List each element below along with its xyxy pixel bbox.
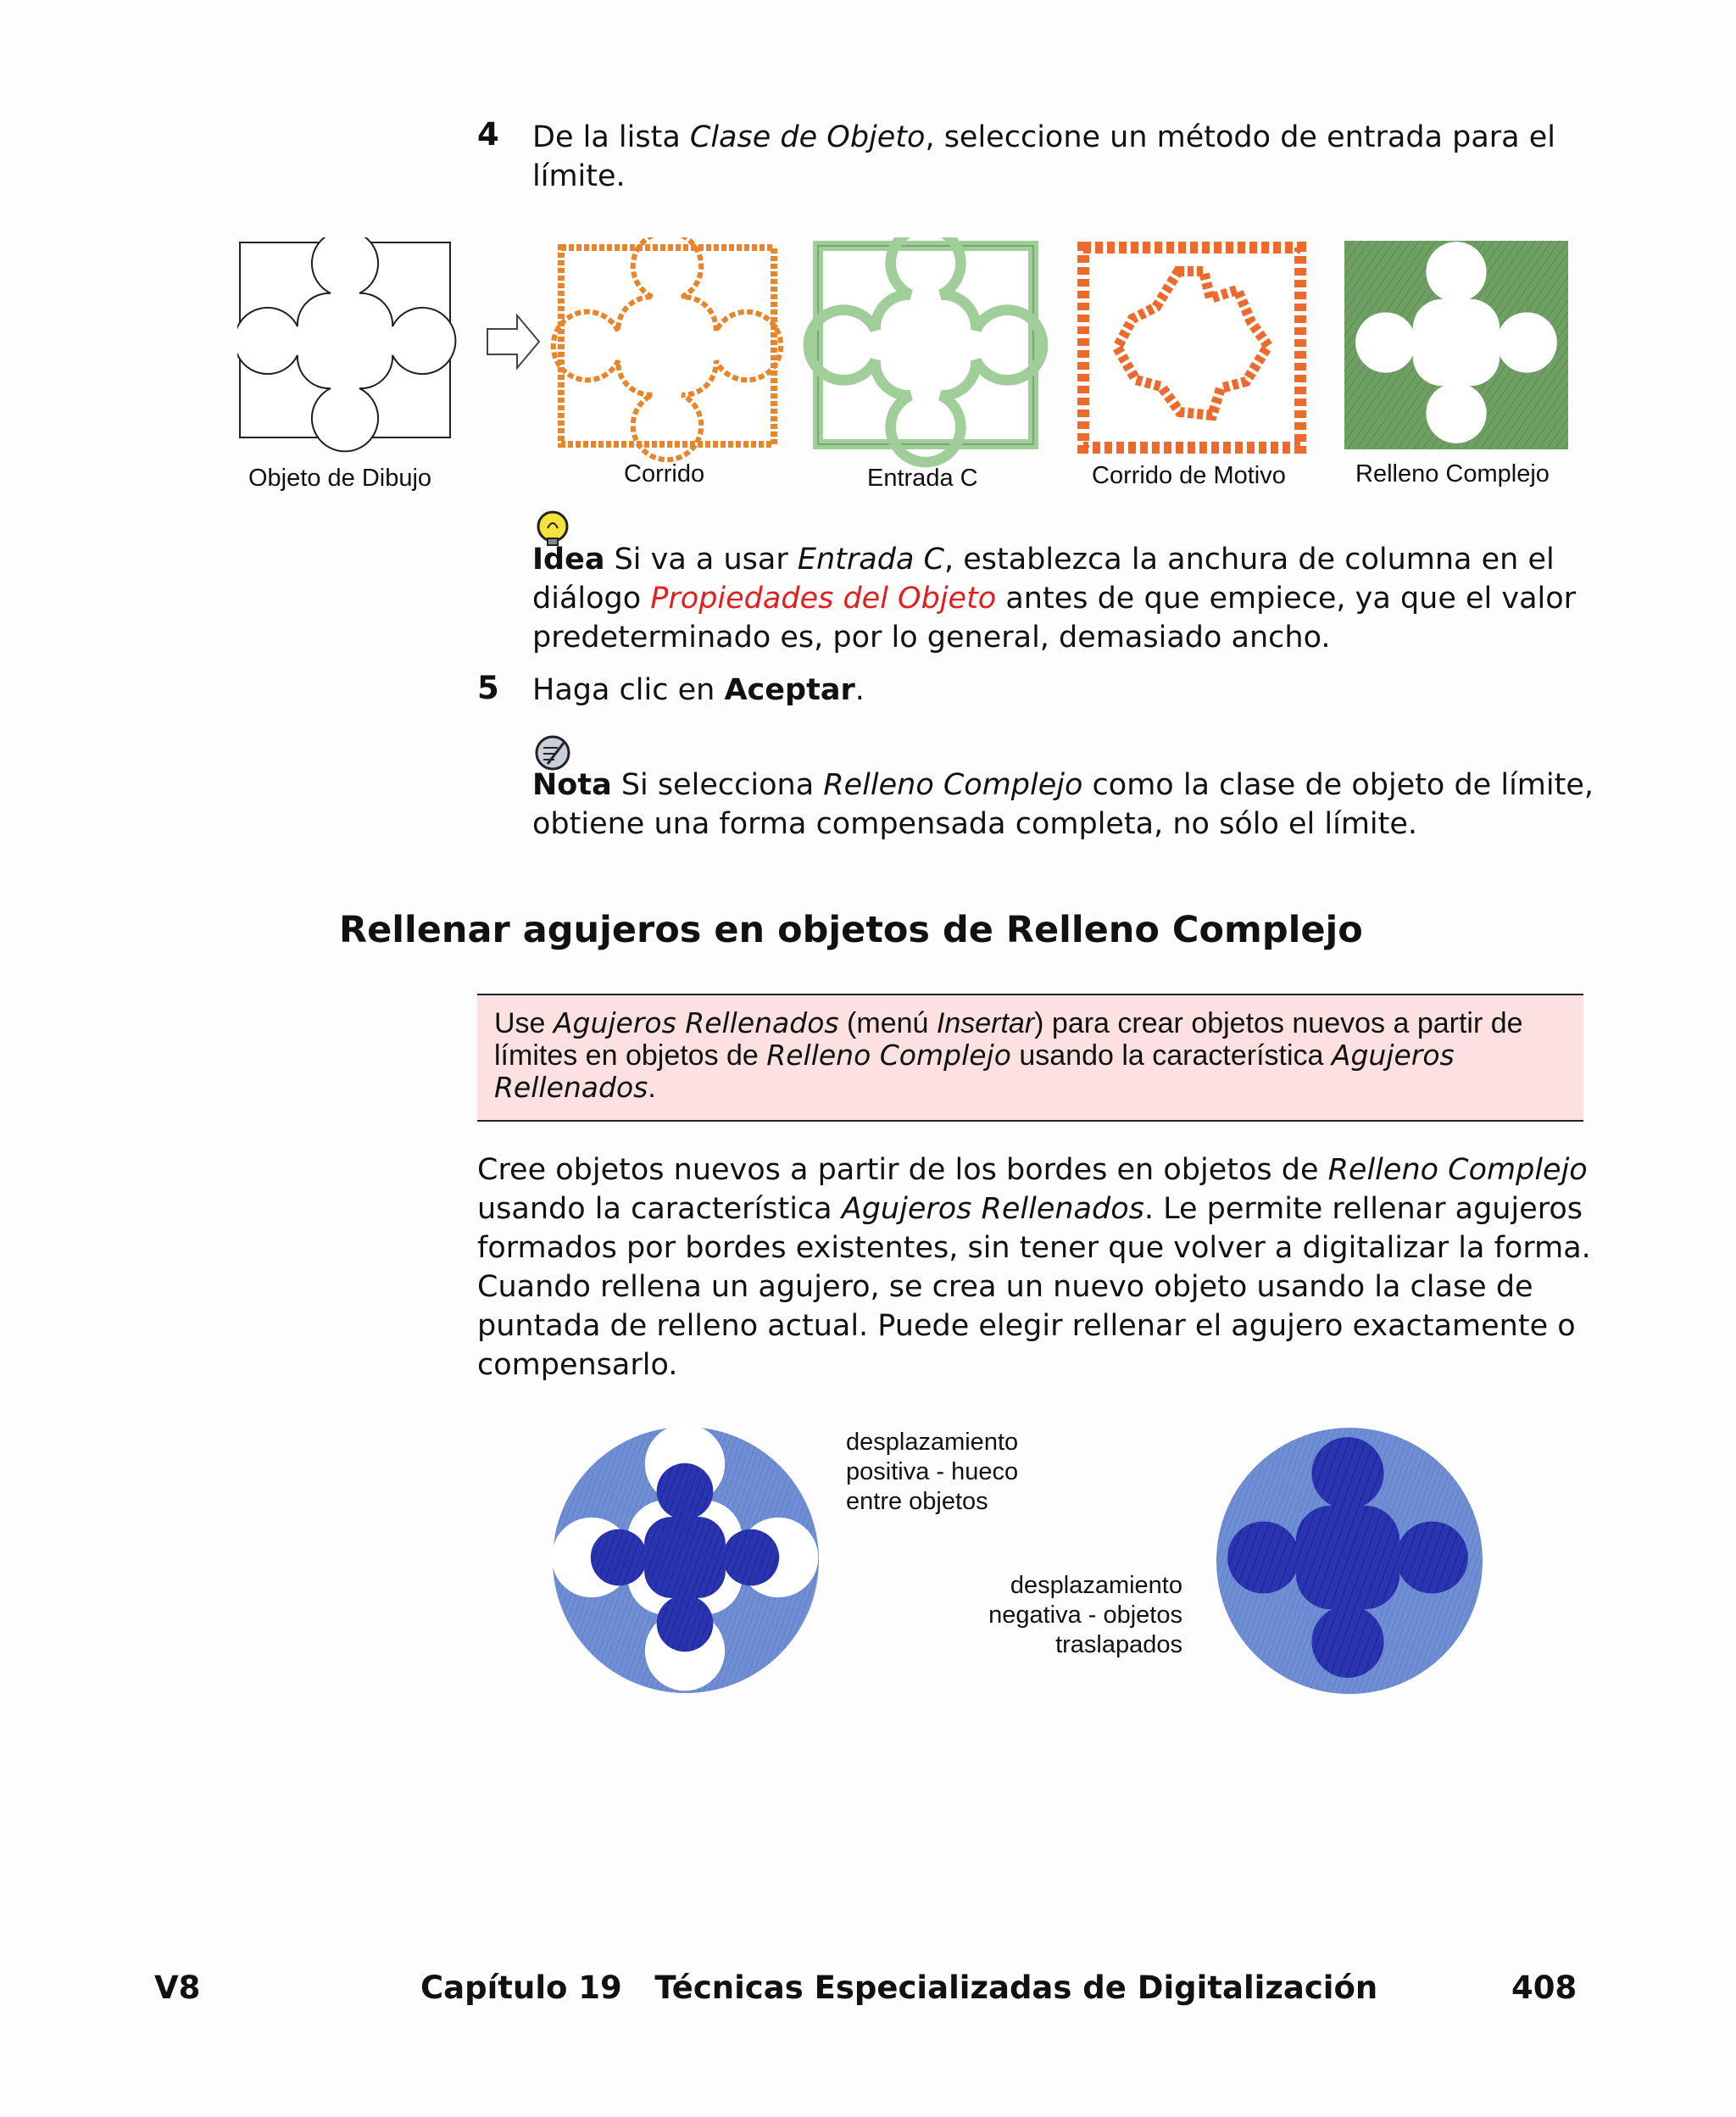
caption-entrada-c: Entrada C [867,465,978,492]
caption-corrido: Corrido [624,460,705,487]
annotation-negative-offset: desplazamiento negativa - objetos traslapados [988,1572,1182,1658]
footer-version: V8 [154,1969,201,2006]
info-box: Use Agujeros Rellenados (menú Insertar) para crear objetos nuevos a partir de límites en objetos de Relleno Complejo usando la característica Agujeros Rellenados. [477,994,1583,1122]
propiedades-del-objeto-link[interactable]: Propiedades del Objeto [650,582,997,616]
right-arrow-icon [487,315,539,368]
step-5-text: Haga clic en Aceptar. [532,673,865,707]
body-paragraph: Cree objetos nuevos a partir de los bordes en objetos de Relleno Complejo usando la característica Agujeros Rellenados. Le permite rellenar agujeros formados por bordes existentes, sin tener que volver a digitalizar la forma. Cuando rellena un agujero, se crea un nuevo objeto usando la clase de puntada de relleno actual. Puede elegir rellenar el agujero exactamente o compensarlo. [477,1153,1591,1382]
annotation-positive-offset: desplazamiento positiva - hueco entre objetos [846,1429,1019,1515]
caption-objeto-de-dibujo: Objeto de Dibujo [248,465,432,492]
footer-page-number: 408 [1511,1969,1577,2006]
nota-label: Nota [532,768,612,802]
idea-label: Idea [532,543,605,577]
positive-offset-image [552,1424,819,1693]
nota-note: Nota Si selecciona Relleno Complejo como la clase de objeto de límite, obtiene una forma compensada completa, no sólo el límite. [532,768,1594,841]
corrido-image [554,237,781,460]
drawing-object-image [237,237,455,451]
idea-tip: Idea Si va a usar Entrada C, establezca la anchura de columna en el diálogo Propiedades del Objeto antes de que empiece, ya que el valor predeterminado es, por lo general, demasiado ancho. [532,543,1577,655]
footer-chapter: Capítulo 19 Técnicas Especializadas de Digitalización [420,1969,1378,2006]
step-number-5: 5 [477,670,499,706]
caption-corrido-de-motivo: Corrido de Motivo [1092,462,1286,489]
section-heading: Rellenar agujeros en objetos de Relleno Complejo [339,909,1363,951]
caption-relleno-complejo: Relleno Complejo [1355,460,1550,487]
entrada-c-image [809,237,1043,462]
negative-offset-image [1216,1428,1483,1694]
relleno-complejo-image [1344,241,1568,449]
step-4-text: De la lista Clase de Objeto, seleccione un método de entrada para el límite. [532,120,1556,193]
step-number-4: 4 [477,116,499,153]
corrido-de-motivo-image [1083,248,1300,448]
